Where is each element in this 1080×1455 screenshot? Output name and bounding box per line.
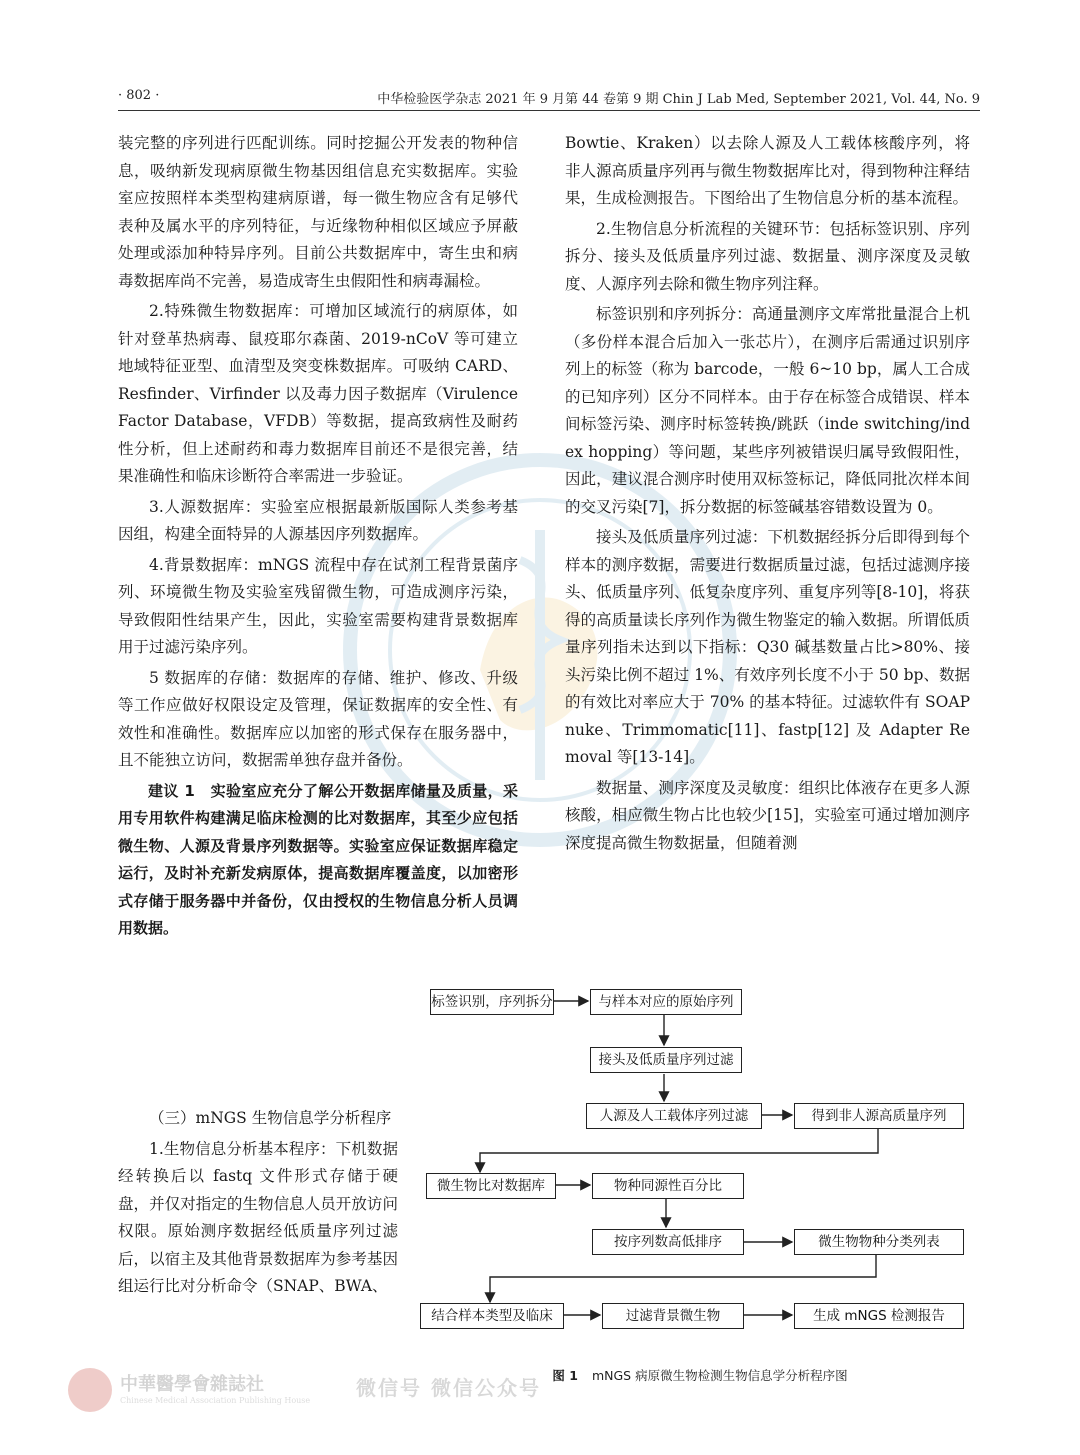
publisher-footer [68,1362,541,1422]
paragraph: 接头及低质量序列过滤：下机数据经拆分后即得到每个样本的测序数据，需要进行数据质量过滤，包括过滤测序接头、低质量序列、低复杂度序列、重复序列等[8-10]，将获得的高质量读长序列作为微生物鉴定的输入数据。所谓低质量序列指未达到以下指标：Q30 碱基数量占比>80%、接头污染比例不超过 1%、有效序列长度不小于 50 bp、数据的有效比对率应大于 70% 的基本特征。过滤软件有 SOAPnuke、Trimmomatic[11]、fastp[12] 及 Adapter Removal 等[13-14]。 [565,528,970,766]
flow-step-sort-reads: 按序列数高低排序 [592,1229,744,1255]
paragraph: 4.背景数据库：mNGS 流程中存在试剂工程背景菌序列、环境微生物及实验室残留微生物，可造成测序污染，导致假阳性结果产生，因此，实验室需要构建背景数据库用于过滤污染序列。 [118,555,518,656]
left-column-bottom [118,1105,398,1304]
paragraph: Bowtie、Kraken）以去除人源及人工载体核酸序列，将非人源高质量序列再与微生物数据库比对，得到物种注释结果，生成检测报告。下图给出了生物信息分析的基本流程。 [565,134,970,207]
paragraph: 2.特殊微生物数据库：可增加区域流行的病原体，如针对登革热病毒、鼠疫耶尔森菌、2019-nCoV 等可建立地域特征亚型、血清型及突变株数据库。可吸纳 CARD、Resfinder、Virfinder 以及毒力因子数据库（Virulence Factor Database，VFDB）等数据，提高致病性及耐药性分析，但上述耐药和毒力数据库目前还不是很完善，结果准确性和临床诊断符合率需进一步验证。 [118,302,518,485]
section-heading: （三）mNGS 生物信息学分析程序 [149,1109,392,1127]
journal-citation: 中华检验医学杂志 2021 年 9 月第 44 卷第 9 期 Chin J Lab Med, September 2021, Vol. 44, No. 9 [377,92,980,107]
paragraph: 标签识别和序列拆分：高通量测序文库常批量混合上机（多份样本混合后加入一张芯片），在测序后需通过识别序列上的标签（称为 barcode，一般 6~10 bp，属人工合成的已知序列）区分不同样本。由于存在标签合成错误、样本间标签污染、测序时标签转换/跳跃（inde switching/index hopping）等问题，某些序列被错误归属导致假阳性，因此，建议混合测序时使用双标签标记，降低同批次样本间的交叉污染[7]，拆分数据的标签碱基容错数设置为 0。 [565,305,970,516]
paragraph: 5 数据库的存储：数据库的存储、维护、修改、升级等工作应做好权限设定及管理，保证数据库的安全性、有效性和准确性。数据库应以加密的形式保存在服务器中，且不能独立访问，数据需单独存盘并备份。 [118,668,518,769]
publisher-name: 中華醫學會雜誌社 [120,1374,264,1395]
flow-step-report: 生成 mNGS 检测报告 [794,1303,964,1329]
flowchart-connectors [420,985,980,1355]
wechat-watermark: 微信号 微信公众号 [356,1376,541,1400]
flow-step-align-db: 微生物比对数据库 [426,1173,556,1199]
left-column [118,130,518,946]
paragraph: 数据量、测序深度及灵敏度：组织比体液存在更多人源核酸，相应微生物占比也较少[15]，实验室可通过增加测序深度提高微生物数据量，但随着测 [565,778,970,852]
paragraph: 装完整的序列进行匹配训练。同时挖掘公开发表的物种信息，吸纳新发现病原微生物基因组信息充实数据库。实验室应按照样本类型构建病原谱，每一微生物应含有足够代表种及属水平的序列特征，与近缘物种相似区域应予屏蔽处理或添加种特异序列。目前公共数据库中，寄生虫和病毒数据库尚不完善，易造成寄生虫假阳性和病毒漏检。 [118,134,518,290]
flow-step-background-filter: 过滤背景微生物 [602,1303,744,1329]
right-column [565,130,970,860]
flow-step-species-list: 微生物物种分类列表 [794,1229,964,1255]
flow-step-barcode-split: 标签识别，序列拆分 [430,989,554,1015]
publisher-seal-icon [68,1368,112,1412]
flow-step-raw-sequences: 与样本对应的原始序列 [590,989,742,1015]
flow-step-nonhuman-reads: 得到非人源高质量序列 [794,1103,964,1129]
page-header [118,84,980,111]
flow-step-homology: 物种同源性百分比 [592,1173,744,1199]
flowchart [420,985,980,1355]
publisher-name-en: Chinese Medical Association Publishing House [120,1396,311,1405]
paragraph: 3.人源数据库：实验室应根据最新版国际人类参考基因组，构建全面特异的人源基因序列数据库。 [118,497,518,543]
figure-label: 图 1 [552,1368,578,1383]
figure-title: mNGS 病原微生物检测生物信息学分析程序图 [591,1368,848,1383]
recommendation-1: 建议 1 实验室应充分了解公开数据库储量及质量，采用专用软件构建满足临床检测的比对数据库，其至少应包括微生物、人源及背景序列数据等。实验室应保证数据库稳定运行，及时补充新发病原体，提高数据库覆盖度，以加密形式存储于服务器中并备份，仅由授权的生物信息分析人员调用数据。 [118,781,518,937]
flow-step-adapter-filter: 接头及低质量序列过滤 [590,1047,742,1073]
page-number: · 802 · [118,88,160,103]
paragraph: 1.生物信息分析基本程序：下机数据经转换后以 fastq 文件形式存储于硬盘，并仅对指定的生物信息人员开放访问权限。原始测序数据经低质量序列过滤后，以宿主及其他背景数据库为参考基因组运行比对分析命令（SNAP、BWA、 [118,1139,398,1295]
flow-step-clinical-context: 结合样本类型及临床 [420,1303,564,1329]
flow-step-human-filter: 人源及人工载体序列过滤 [586,1103,762,1129]
paragraph: 2.生物信息分析流程的关键环节：包括标签识别、序列拆分、接头及低质量序列过滤、数据量、测序深度及灵敏度、人源序列去除和微生物序列注释。 [565,219,970,293]
